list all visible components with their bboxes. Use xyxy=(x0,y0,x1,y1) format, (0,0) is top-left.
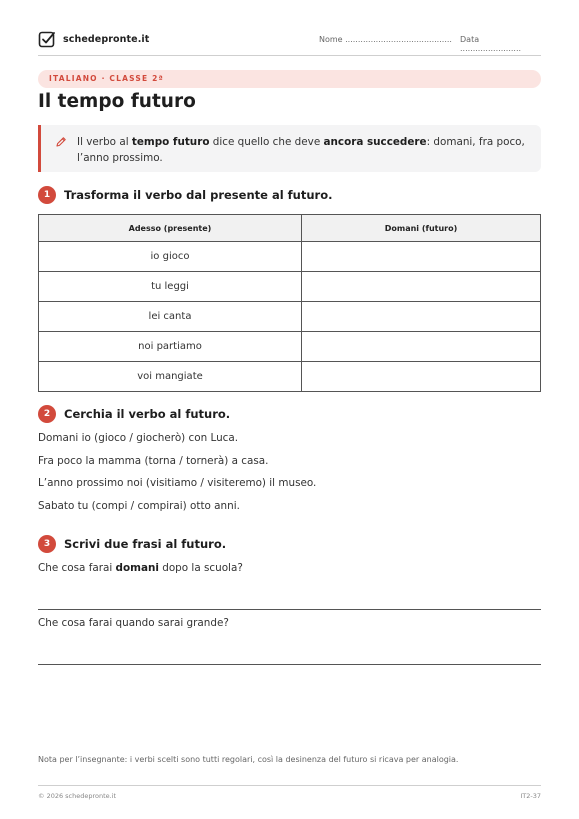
future-answer-cell[interactable] xyxy=(302,272,541,302)
column-header-present: Adesso (presente) xyxy=(39,215,302,242)
table-row xyxy=(39,272,541,302)
future-answer-cell[interactable] xyxy=(302,242,541,272)
exercise-2-heading xyxy=(38,405,230,423)
rule-highlight-future: tempo futuro xyxy=(131,136,210,148)
rule-callout xyxy=(38,125,541,172)
exercise-3-heading xyxy=(38,535,226,553)
list-item[interactable]: Domani io (gioco / giocherò) con Luca. xyxy=(38,432,239,444)
future-answer-cell[interactable] xyxy=(302,332,541,362)
future-answer-cell[interactable] xyxy=(302,302,541,332)
question-highlight: domani xyxy=(115,562,159,574)
exercise-number-badge: 2 xyxy=(38,405,56,423)
present-verb-cell: io gioco xyxy=(39,242,302,272)
present-verb-cell: tu leggi xyxy=(39,272,302,302)
copyright-text: © 2026 schedepronte.it xyxy=(38,792,117,800)
exercise-title: Scrivi due frasi al futuro. xyxy=(64,537,227,551)
exercise-1-heading xyxy=(38,186,332,204)
page-header xyxy=(38,30,541,56)
table-row xyxy=(39,302,541,332)
sentence-list xyxy=(38,430,541,520)
exercise-number-badge: 1 xyxy=(38,186,56,204)
table-row xyxy=(39,362,541,392)
name-field[interactable]: Nome .......................................... xyxy=(319,35,452,44)
date-field[interactable]: Data ........................ xyxy=(460,35,522,53)
question-2: Che cosa farai quando sarai grande? xyxy=(38,617,229,629)
exercise-number-badge: 3 xyxy=(38,535,56,553)
brand xyxy=(38,30,149,48)
list-item[interactable]: Sabato tu (compi / compirai) otto anni. xyxy=(38,499,240,512)
checkbox-logo-icon xyxy=(38,30,56,48)
answer-line-1[interactable] xyxy=(38,609,541,610)
pencil-icon xyxy=(55,136,67,148)
conjugation-table xyxy=(38,214,541,392)
list-item[interactable]: L’anno prossimo noi (visitiamo / visiteremo) il museo. xyxy=(38,477,317,490)
future-answer-cell[interactable] xyxy=(302,362,541,392)
subject-badge xyxy=(38,70,541,88)
subject-label: ITALIANO · CLASSE 2ª xyxy=(49,74,164,83)
column-header-future: Domani (futuro) xyxy=(302,215,541,242)
brand-name: schedepronte.it xyxy=(63,33,150,45)
page-title: Il tempo futuro xyxy=(38,91,196,112)
teacher-note: Nota per l’insegnante: i verbi scelti sono tutti regolari, così la desinenza del futuro si ricava per analogia. xyxy=(38,755,459,764)
table-header-row xyxy=(39,215,541,242)
present-verb-cell: noi partiamo xyxy=(39,332,302,362)
question-1: Che cosa farai domani dopo la scuola? xyxy=(38,562,243,574)
present-verb-cell: lei canta xyxy=(39,302,302,332)
list-item[interactable]: Fra poco la mamma (torna / tornerà) a casa. xyxy=(38,454,269,467)
present-verb-cell: voi mangiate xyxy=(39,362,302,392)
table-row xyxy=(39,242,541,272)
exercise-title: Cerchia il verbo al futuro. xyxy=(64,407,231,421)
answer-line-2[interactable] xyxy=(38,664,541,665)
page-footer xyxy=(38,785,541,800)
rule-highlight-later: ancora succedere xyxy=(323,136,427,148)
exercise-title: Trasforma il verbo dal presente al futuro. xyxy=(64,188,333,202)
worksheet-code: IT2-37 xyxy=(520,792,541,800)
rule-text: Il verbo al tempo futuro dice quello che deve ancora succedere: domani, fra poco, l’anno prossimo. xyxy=(77,136,525,164)
table-row xyxy=(39,332,541,362)
